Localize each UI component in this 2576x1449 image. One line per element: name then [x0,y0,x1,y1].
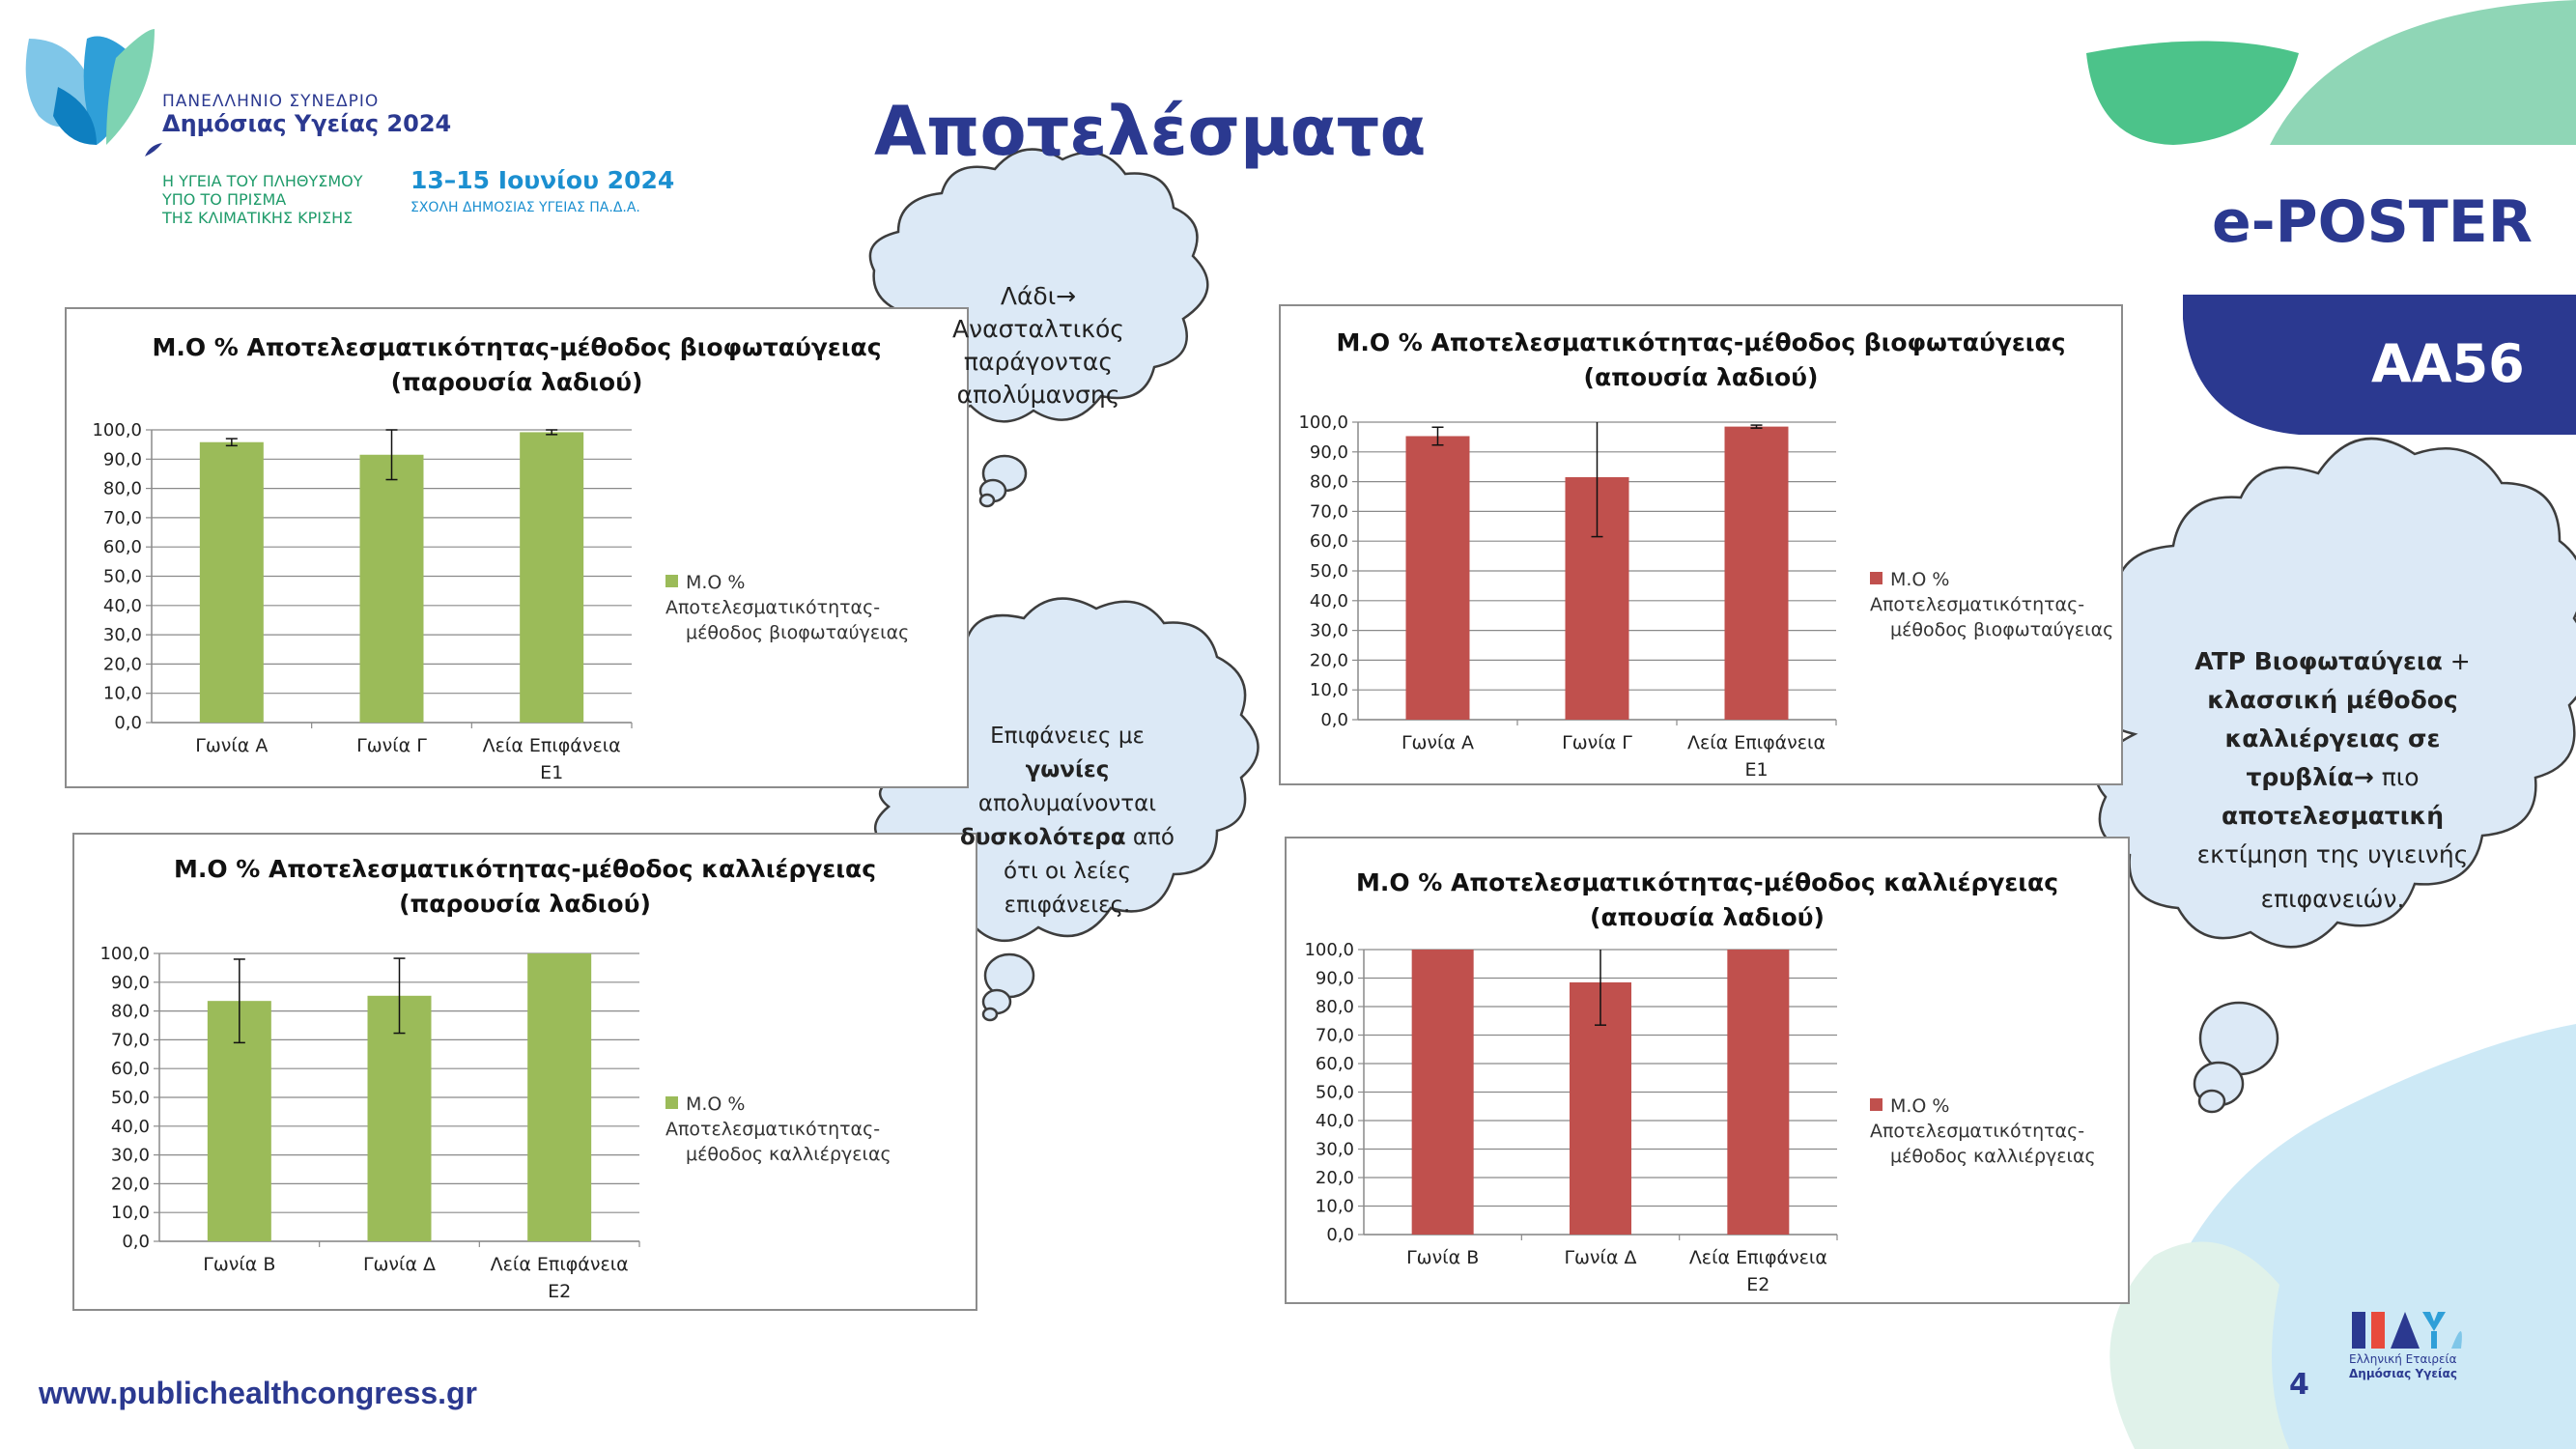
cloud-atp-line5: αποτελεσματική [2221,802,2445,830]
y-tick-label: 30,0 [1309,620,1348,641]
x-tick-label: Λεία Επιφάνεια [490,1254,629,1275]
chart-culture-no-oil [1285,837,2130,1304]
cloud-oil-line1: Λάδι→ [1000,282,1077,310]
legend-swatch [1870,1098,1882,1111]
cloud-oil-line2: Ανασταλτικός [952,315,1124,343]
y-tick-label: 90,0 [1309,441,1348,463]
cloud-corners-line4-rest: από [1125,825,1175,850]
swoosh-icon [145,143,162,156]
y-tick-label: 0,0 [122,1232,150,1252]
legend-line2: μέθοδος καλλιέργειας [686,1144,892,1165]
y-tick-label: 60,0 [1309,531,1348,553]
cloud-atp-line4-bold: τρυβλία→ [2246,763,2374,791]
y-tick-label: 100,0 [99,944,150,964]
y-tick-label: 70,0 [110,1030,150,1051]
legend [1870,1094,2169,1169]
y-tick-label: 60,0 [1315,1054,1354,1074]
congress-logo-icon [26,29,155,145]
x-tick-label: Ε1 [540,762,564,783]
bar [1727,950,1789,1235]
chart-title-line2: (απουσία λαδιού) [1590,903,1825,931]
y-tick-label: 70,0 [1309,501,1348,523]
bar [200,442,264,723]
cloud-oil-line3: παράγοντας [963,348,1114,376]
y-tick-label: 40,0 [110,1116,150,1137]
theme-line-3: ΤΗΣ ΚΛΙΜΑΤΙΚΗΣ ΚΡΙΣΗΣ [162,209,354,227]
bar [520,432,583,723]
page-title: Αποτελέσματα [874,92,1427,171]
cloud-corners-text [922,720,1212,923]
bar-plot [67,309,971,790]
x-tick-label: Λεία Επιφάνεια [1688,1247,1827,1268]
y-tick-label: 40,0 [1315,1111,1354,1131]
legend-line1: Μ.Ο % Αποτελεσματικότητας- [1870,1095,2085,1142]
y-tick-label: 100,0 [92,420,142,440]
chart-biolum-no-oil [1279,304,2123,785]
x-tick-label: Γωνία Α [195,735,269,756]
cloud-atp-text [2135,642,2531,919]
poster-code: AA56 [2371,333,2525,394]
y-tick-label: 90,0 [102,449,142,470]
y-tick-label: 20,0 [1309,650,1348,671]
legend [1870,567,2169,642]
x-tick-label: Λεία Επιφάνεια [482,735,621,756]
y-tick-label: 60,0 [102,537,142,558]
x-tick-label: Γωνία Α [1401,732,1475,753]
y-tick-label: 80,0 [102,478,142,499]
bar [1412,950,1474,1235]
logo-line-1: ΠΑΝΕΛΛΗΝΙΟ ΣΥΝΕΔΡΙΟ [162,92,380,111]
y-tick-label: 30,0 [110,1145,150,1166]
chart-title-line2: (παρουσία λαδιού) [399,890,651,918]
y-tick-label: 20,0 [110,1174,150,1195]
y-tick-label: 40,0 [102,595,142,616]
cloud-atp-line2: κλασσική μέθοδος [2207,686,2458,714]
chart-title-line2: (απουσία λαδιού) [1583,363,1819,391]
x-tick-label: Γωνία Β [203,1254,276,1275]
legend-swatch [665,1096,678,1109]
chart-biolum-oil [65,307,969,788]
y-tick-label: 90,0 [110,972,150,993]
y-tick-label: 0,0 [114,713,142,733]
bar [527,953,591,1241]
legend-line1: Μ.Ο % Αποτελεσματικότητας- [665,572,881,618]
x-tick-label: Γωνία Δ [362,1254,437,1275]
cloud-atp-line1-rest: + [2442,647,2471,675]
leaf-dark-green-shape [2086,42,2299,146]
cloud-atp-line1-bold: ATP Βιοφωταύγεια [2194,647,2443,675]
y-tick-label: 30,0 [102,625,142,646]
x-tick-label: Γωνία Γ [356,735,427,756]
y-tick-label: 60,0 [110,1059,150,1080]
cloud-atp-line3: καλλιέργειας σε [2224,724,2441,753]
cloud-corners-line5: ότι οι λείες [1004,859,1131,884]
cloud-atp-line6: εκτίμηση της υγιεινής [2196,840,2469,868]
x-tick-label: Γωνία Γ [1562,732,1632,753]
y-tick-label: 30,0 [1315,1139,1354,1160]
chart-title-line1: Μ.Ο % Αποτελεσματικότητας-μέθοδος βιοφωταύγειας [152,333,882,361]
cloud-corners-line6: επιφάνειες. [1004,893,1131,918]
legend [665,570,965,645]
x-tick-label: Ε2 [548,1281,572,1302]
org-name-line1: Ελληνική Εταιρεία [2349,1352,2457,1366]
x-tick-label: Γωνία Δ [1564,1247,1637,1268]
legend-swatch [665,575,678,587]
cloud-atp-line4-rest: πιο [2373,763,2420,791]
bar [1725,427,1789,720]
y-tick-label: 40,0 [1309,590,1348,611]
legend-line2: μέθοδος βιοφωταύγειας [1890,619,2114,640]
chart-title-line2: (παρουσία λαδιού) [390,368,643,396]
y-tick-label: 10,0 [1309,680,1348,701]
cloud-oil-text [922,280,1154,412]
leaf-light-green-shape [2270,0,2576,145]
y-tick-label: 10,0 [102,683,142,704]
y-tick-label: 10,0 [110,1203,150,1224]
y-tick-label: 100,0 [1298,412,1348,433]
y-tick-label: 50,0 [1309,561,1348,582]
cloud-corners-line4-bold: δυσκολότερα [960,825,1126,850]
chart-title-line1: Μ.Ο % Αποτελεσματικότητας-μέθοδος καλλιέργειας [1355,868,2059,896]
y-tick-label: 0,0 [1326,1225,1354,1245]
cloud-atp-line7: επιφανειών. [2260,885,2405,913]
org-name-line2: Δημόσιας Υγείας [2349,1367,2458,1380]
footer-url-link[interactable]: www.publichealthcongress.gr [39,1376,477,1410]
y-tick-label: 80,0 [1309,471,1348,493]
legend-line2: μέθοδος καλλιέργειας [1890,1146,2096,1167]
y-tick-label: 70,0 [102,507,142,528]
y-tick-label: 50,0 [1315,1082,1354,1103]
bar-plot [1287,838,2132,1306]
legend-swatch [1870,572,1882,584]
chart-culture-oil [72,833,977,1311]
y-tick-label: 80,0 [110,1001,150,1022]
bar-plot [1281,306,2125,787]
green-blob-shape [2109,1241,2289,1449]
cloud-corners-line2: γωνίες [1025,757,1110,782]
y-tick-label: 10,0 [1315,1196,1354,1217]
legend-line2: μέθοδος βιοφωταύγειας [686,622,910,643]
bar [360,455,424,723]
theme-line-2: ΥΠΟ ΤΟ ΠΡΙΣΜΑ [162,190,287,209]
chart-title-line1: Μ.Ο % Αποτελεσματικότητας-μέθοδος καλλιέργειας [173,855,877,883]
y-tick-label: 80,0 [1315,997,1354,1017]
theme-line-1: Η ΥΓΕΙΑ ΤΟΥ ΠΛΗΘΥΣΜΟΥ [162,172,363,190]
x-tick-label: Λεία Επιφάνεια [1686,732,1826,753]
page-number: 4 [2289,1368,2309,1402]
y-tick-label: 50,0 [110,1088,150,1108]
y-tick-label: 20,0 [1315,1168,1354,1188]
legend-line1: Μ.Ο % Αποτελεσματικότητας- [1870,569,2085,615]
chart-title-line1: Μ.Ο % Αποτελεσματικότητας-μέθοδος βιοφωταύγειας [1336,328,2066,356]
dates-text: 13–15 Ιουνίου 2024 [410,166,675,194]
legend [665,1092,965,1167]
cloud-corners-line3: απολυμαίνονται [977,791,1157,816]
legend-line1: Μ.Ο % Αποτελεσματικότητας- [665,1094,881,1140]
x-tick-label: Ε2 [1746,1274,1770,1295]
bar [1406,436,1470,720]
y-tick-label: 50,0 [102,566,142,587]
logo-line-2: Δημόσιας Υγείας 2024 [162,110,452,137]
cloud-corners-line1: Επιφάνειες με [990,724,1145,749]
y-tick-label: 90,0 [1315,968,1354,989]
y-tick-label: 20,0 [102,654,142,675]
x-tick-label: Γωνία Β [1406,1247,1480,1268]
y-tick-label: 0,0 [1320,710,1348,730]
y-tick-label: 70,0 [1315,1025,1354,1046]
cloud-oil-line4: απολύμανσης [956,381,1120,409]
eposter-label: e-POSTER [2212,188,2533,256]
y-tick-label: 100,0 [1304,940,1354,960]
venue-text: ΣΧΟΛΗ ΔΗΜΟΣΙΑΣ ΥΓΕΙΑΣ ΠΑ.Δ.Α. [410,200,640,215]
x-tick-label: Ε1 [1744,759,1769,781]
bar-plot [74,835,979,1313]
